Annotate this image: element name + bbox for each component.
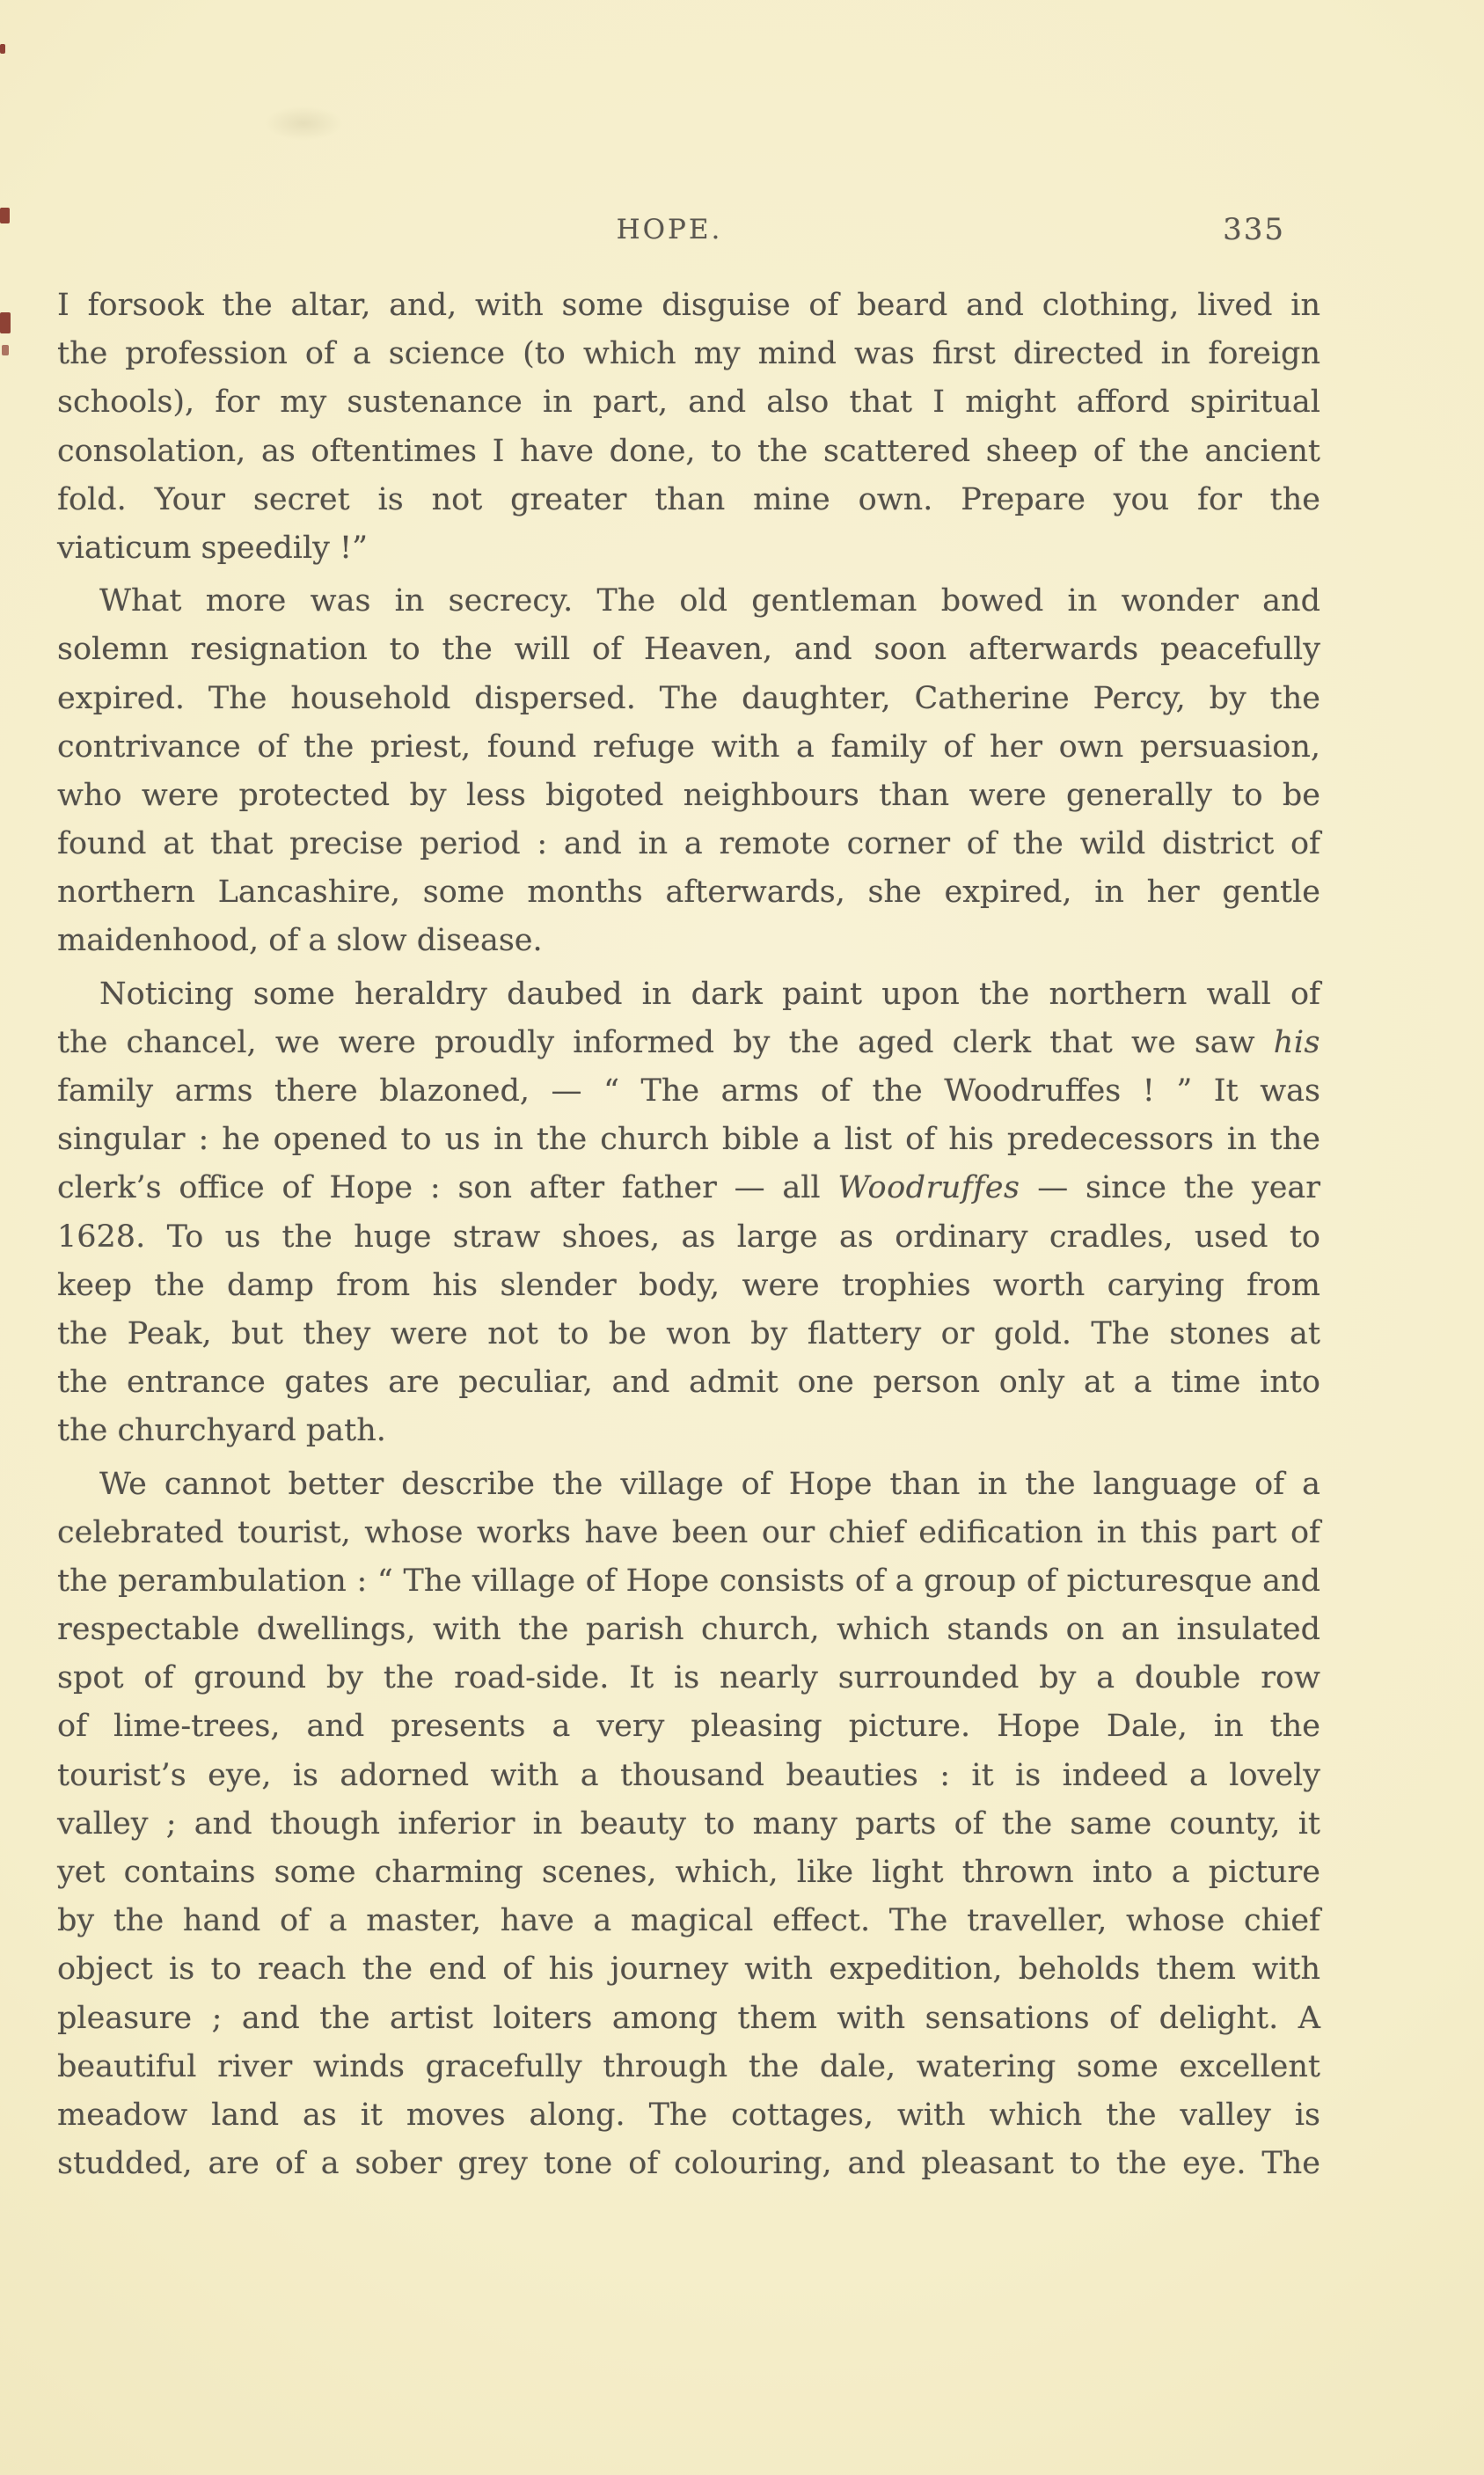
body-text	[57, 282, 1320, 2188]
paragraph-3	[57, 970, 1320, 1456]
text-line: clerk’s office of Hope : son after father — all Woodruffes — since the year	[57, 1170, 1321, 1206]
text-line: What more was in secrecy. The old gentleman bowed in wonder and	[99, 583, 1320, 619]
text-line: the profession of a science (to which my mind was first directed in foreign	[57, 336, 1320, 372]
text-line: valley ; and though inferior in beauty to many parts of the same county, it	[57, 1805, 1320, 1842]
text-line: family arms there blazoned, — “ The arms of the Woodruffes ! ” It was	[57, 1073, 1320, 1109]
text-line: viaticum speedily !”	[57, 530, 368, 566]
text-line: studded, are of a sober grey tone of colouring, and pleasant to the eye. The	[57, 2146, 1320, 2182]
text-line: solemn resignation to the will of Heaven, and soon afterwards peacefully	[57, 632, 1320, 668]
text-line: Noticing some heraldry daubed in dark paint upon the northern wall of	[99, 976, 1320, 1012]
text-line: of lime-trees, and presents a very pleasing picture. Hope Dale, in the	[57, 1709, 1320, 1745]
text-line: fold. Your secret is not greater than mine own. Prepare you for the	[57, 481, 1320, 517]
text-line: the chancel, we were proudly informed by the aged clerk that we saw his	[57, 1024, 1320, 1060]
text-line: schools), for my sustenance in part, and also that I might afford spiritual	[57, 384, 1320, 421]
text-line: beautiful river winds gracefully through the dale, watering some excellent	[57, 2048, 1320, 2084]
text-line: keep the damp from his slender body, were trophies worth carying from	[57, 1267, 1320, 1303]
running-title: HOPE.	[616, 214, 723, 245]
text-line: object is to reach the end of his journey with expedition, beholds them with	[57, 1951, 1320, 1988]
text-line: We cannot better describe the village of Hope than in the language of a	[99, 1466, 1320, 1502]
text-line: tourist’s eye, is adorned with a thousand beauties : it is indeed a lovely	[57, 1757, 1320, 1793]
paragraph-4	[57, 1461, 1320, 2189]
text-line: consolation, as oftentimes I have done, to the scattered sheep of the ancient	[57, 433, 1320, 469]
text-line: meadow land as it moves along. The cottages, with which the valley is	[57, 2097, 1320, 2133]
text-line: spot of ground by the road-side. It is nearly surrounded by a double row	[57, 1660, 1320, 1696]
text-line: by the hand of a master, have a magical effect. The traveller, whose chief	[57, 1903, 1320, 1939]
text-line: the churchyard path.	[57, 1413, 386, 1449]
text-line: expired. The household dispersed. The daughter, Catherine Percy, by the	[57, 680, 1320, 716]
text-line: contrivance of the priest, found refuge with a family of her own persuasion,	[57, 729, 1320, 765]
text-line: the perambulation : “ The village of Hope consists of a group of picturesque and	[57, 1563, 1320, 1599]
text-line: I forsook the altar, and, with some disguise of beard and clothing, lived in	[57, 288, 1320, 323]
scan-artifact	[0, 208, 10, 223]
text-line: respectable dwellings, with the parish church, which stands on an insulated	[57, 1612, 1320, 1648]
text-line: found at that precise period : and in a remote corner of the wild district of	[57, 826, 1320, 862]
text-line: maidenhood, of a slow disease.	[57, 923, 543, 959]
text-line: celebrated tourist, whose works have been our chief edification in this part of	[57, 1514, 1320, 1550]
scan-artifact	[0, 312, 11, 333]
text-line: the Peak, but they were not to be won by flattery or gold. The stones at	[57, 1315, 1320, 1351]
paper-smudge	[264, 106, 343, 141]
text-line: yet contains some charming scenes, which, like light thrown into a picture	[57, 1855, 1320, 1890]
paragraph-1	[57, 282, 1320, 573]
text-line: singular : he opened to us in the church bible a list of his predecessors in the	[57, 1122, 1320, 1158]
page-number: 335	[1223, 212, 1285, 247]
scan-artifact	[2, 345, 9, 355]
text-line: who were protected by less bigoted neighbours than were generally to be	[57, 777, 1320, 813]
text-line: northern Lancashire, some months afterwards, she expired, in her gentle	[57, 875, 1320, 911]
text-line: 1628. To us the huge straw shoes, as large as ordinary cradles, used to	[57, 1219, 1320, 1255]
text-line: pleasure ; and the artist loiters among them with sensations of delight. A	[57, 2000, 1320, 2036]
page-header	[57, 214, 1320, 251]
scan-artifact	[0, 44, 5, 54]
paragraph-2	[57, 577, 1320, 966]
text-line: the entrance gates are peculiar, and admit one person only at a time into	[57, 1365, 1320, 1401]
